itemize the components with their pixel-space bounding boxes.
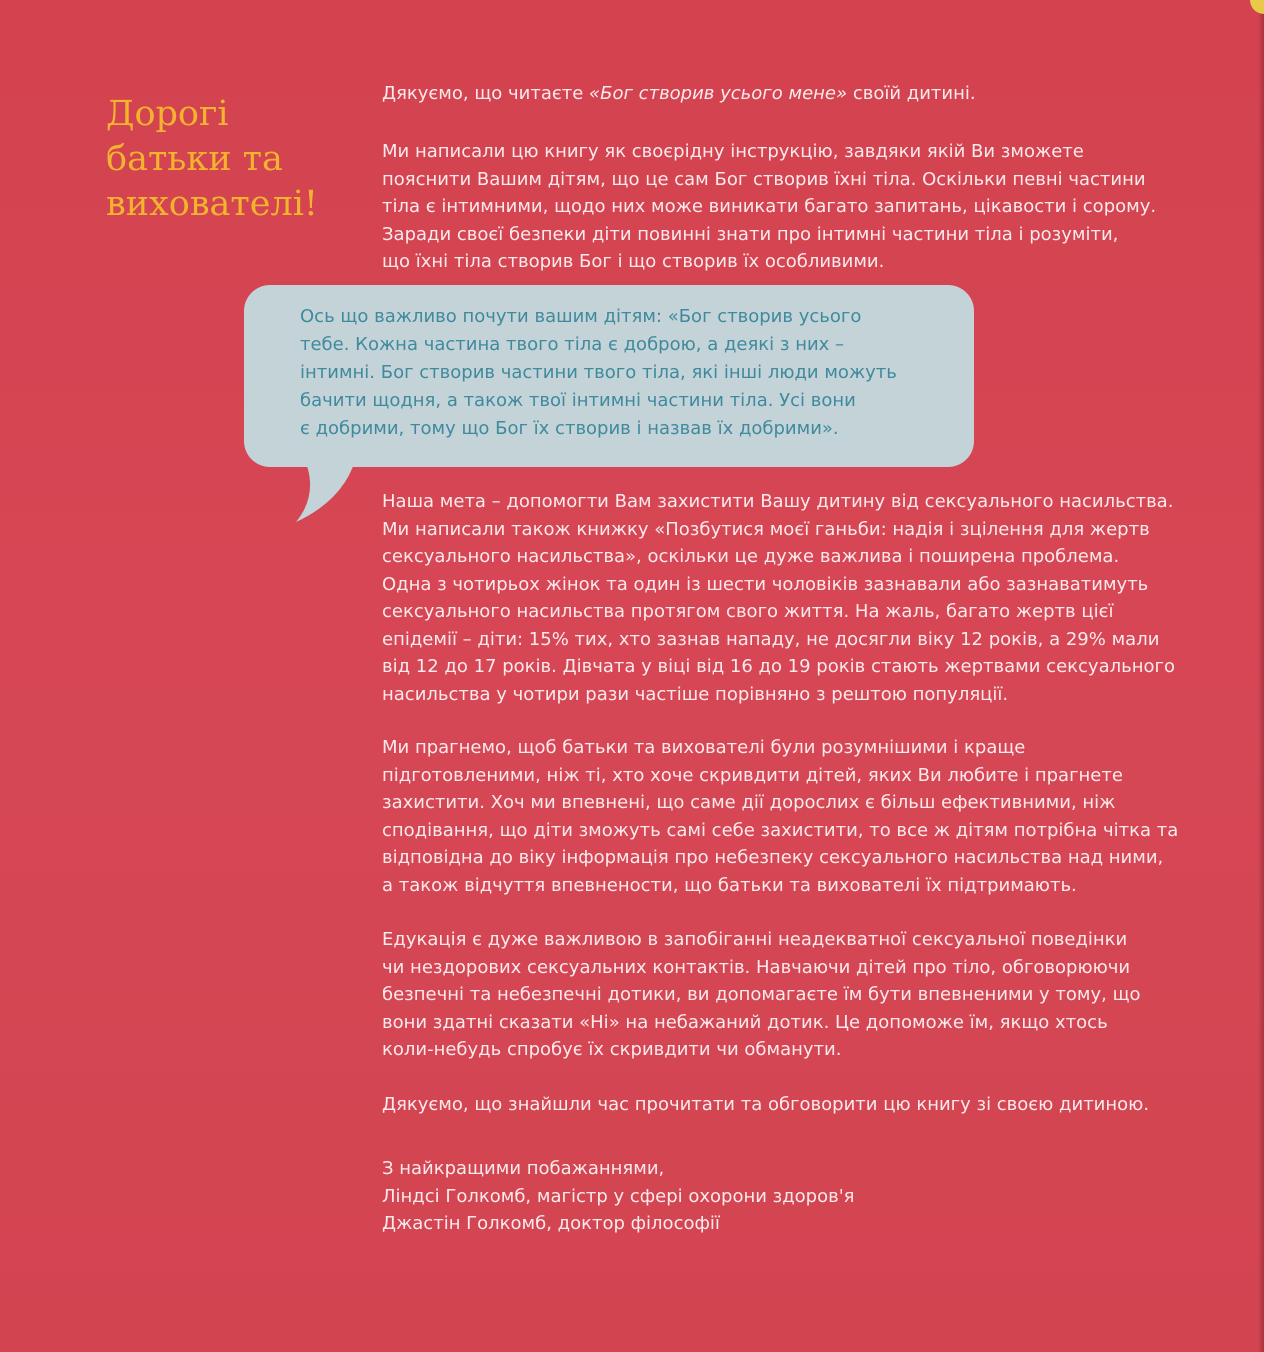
intro-text-before: Дякуємо, що читаєте bbox=[382, 83, 590, 104]
paragraph-line: а також відчуття впевнености, що батьки та вихователі їх підтримають. bbox=[382, 874, 1077, 896]
intro-paragraph bbox=[382, 80, 1232, 108]
speech-bubble-text bbox=[300, 303, 960, 443]
paragraph-line: відповідна до віку інформація про небезпеку сексуального насильства над ними, bbox=[382, 847, 1164, 868]
paragraph-line: сексуального насильства протягом свого життя. На жаль, багато жертв цієї bbox=[382, 601, 1114, 622]
education-paragraph bbox=[382, 926, 1232, 1064]
paragraph-line: безпечні та небезпечні дотики, ви допомагаєте їм бути впевненими у тому, що bbox=[382, 984, 1141, 1005]
bubble-line: інтимні. Бог створив частини твого тіла, які інші люди можуть bbox=[300, 362, 897, 383]
bubble-line: Ось що важливо почути вашим дітям: «Бог створив усього bbox=[300, 306, 862, 327]
paragraph-line: Заради своєї безпеки діти повинні знати про інтимні частини тіла і розуміти, bbox=[382, 223, 1119, 245]
paragraph-line: Едукація є дуже важливою в запобіганні неадекватної сексуальної поведінки bbox=[382, 929, 1128, 950]
page-edge-shadow bbox=[1258, 0, 1264, 1352]
paragraph-line: підготовленими, ніж ті, хто хоче скривдити дітей, яких Ви любите і прагнете bbox=[382, 764, 1123, 786]
bubble-line: тебе. Кожна частина твого тіла є доброю, а деякі з них – bbox=[300, 334, 845, 355]
paragraph-line: пояснити Вашим дітям, що це сам Бог створив їхні тіла. Оскільки певні частини bbox=[382, 168, 1146, 190]
signature-author: Джастін Голкомб, доктор філософії bbox=[382, 1213, 720, 1234]
thanks-line: Дякуємо, що знайшли час прочитати та обговорити цю книгу зі своєю дитиною. bbox=[382, 1094, 1150, 1115]
paragraph-line: коли-небудь спробує їх скривдити чи обманути. bbox=[382, 1039, 842, 1060]
goal-paragraph bbox=[382, 488, 1232, 708]
paragraph-line: що їхні тіла створив Бог і що створив їх особливими. bbox=[382, 251, 885, 272]
paragraph-line: вони здатні сказати «Ні» на небажаний дотик. Це допоможе їм, якщо хтось bbox=[382, 1011, 1108, 1033]
signature-author: Ліндсі Голкомб, магістр у сфері охорони здоров'я bbox=[382, 1185, 855, 1207]
paragraph-line: від 12 до 17 років. Дівчата у віці від 16 до 19 років стають жертвами сексуального bbox=[382, 656, 1175, 677]
paragraph-line: епідемії – діти: 15% тих, хто зазнав нападу, не досягли віку 12 років, а 29% мали bbox=[382, 628, 1160, 650]
signature-block bbox=[382, 1155, 1232, 1238]
paragraph-line: Одна з чотирьох жінок та один із шести чоловіків зазнавали або зазнаватимуть bbox=[382, 573, 1149, 595]
paragraph-line: захистити. Хоч ми впевнені, що саме дії дорослих є більш ефективними, ніж bbox=[382, 792, 1116, 813]
heading-line: батьки та bbox=[106, 139, 283, 179]
bubble-line: бачити щодня, а також твої інтимні частини тіла. Усі вони bbox=[300, 390, 856, 411]
paragraph-line: Наша мета – допомогти Вам захистити Вашу дитину від сексуального насильства. bbox=[382, 491, 1174, 512]
prepared-paragraph bbox=[382, 734, 1232, 899]
paragraph-line: Ми написали також книжку «Позбутися моєї ганьби: надія і зцілення для жертв bbox=[382, 518, 1150, 540]
paragraph-line: Ми написали цю книгу як своєрідну інструкцію, завдяки якій Ви зможете bbox=[382, 141, 1084, 162]
heading-line: вихователі! bbox=[106, 184, 318, 224]
intro-text-after: своїй дитині. bbox=[847, 83, 976, 104]
page-heading bbox=[106, 92, 356, 227]
instruction-paragraph bbox=[382, 138, 1232, 276]
speech-bubble-tail bbox=[296, 450, 366, 525]
paragraph-line: Ми прагнемо, щоб батьки та вихователі були розумнішими і краще bbox=[382, 737, 1026, 758]
paragraph-line: насильства у чотири рази частіше порівняно з рештою популяції. bbox=[382, 683, 1009, 705]
paragraph-line: сексуального насильства», оскільки це дуже важлива і поширена проблема. bbox=[382, 546, 1120, 567]
corner-mark bbox=[1250, 0, 1264, 14]
heading-line: Дорогі bbox=[106, 94, 229, 134]
paragraph-line: тіла є інтимними, щодо них може виникати багато запитань, цікавости і сорому. bbox=[382, 196, 1157, 217]
paragraph-line: сподівання, що діти зможуть самі себе захистити, то все ж дітям потрібна чітка та bbox=[382, 819, 1179, 841]
bubble-line: є добрими, тому що Бог їх створив і назвав їх добрими». bbox=[300, 418, 839, 439]
book-title: «Бог створив усього мене» bbox=[589, 83, 848, 104]
paragraph-line: чи нездорових сексуальних контактів. Навчаючи дітей про тіло, обговорюючи bbox=[382, 956, 1131, 978]
thanks-paragraph bbox=[382, 1091, 1232, 1119]
signature-closing: З найкращими побажаннями, bbox=[382, 1158, 665, 1179]
